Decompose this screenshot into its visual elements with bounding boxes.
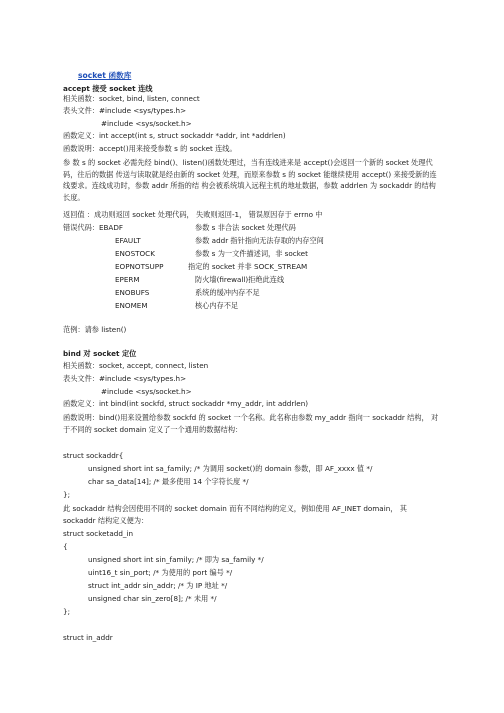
page-title[interactable]: socket 函数库 [78,71,132,80]
code-line: unsigned short int sa_family; /* 为调用 socket()的 domain 参数，即 AF_xxxx 值 */ [88,464,373,473]
bind-description: 函数说明：bind()用来设置给参数 sockfd 的 socket 一个名称。此名称由参数 my_addr 指向一 sockaddr 结构， 对于不同的 socket domain 定义了一个通用的数据结构： [63,413,439,434]
error-code: ENOSTOCK [115,249,155,258]
error-message: 参数 s 为一文件描述词，非 socket [195,249,308,258]
code-line: char sa_data[14]; /* 最多使用 14 个字符长度 */ [88,477,249,486]
accept-header-file-2: #include <sys/socket.h> [101,119,192,128]
code-line: }; [63,607,70,616]
error-code: EPERM [115,275,140,284]
error-code: 错误代码：EBADF [63,223,123,232]
error-code: EFAULT [115,236,141,245]
accept-heading: accept 接受 socket 连线 [63,84,153,93]
error-message: 参数 addr 指针指向无法存取的内存空间 [195,236,324,245]
error-code: EOPNOTSUPP [115,262,164,271]
code-line: }; [63,490,70,499]
code-line: unsigned short int sin_family; /* 即为 sa_family */ [88,555,264,564]
accept-related: 相关函数：socket, bind, listen, connect [63,94,200,103]
accept-definition: 函数定义：int accept(int s, struct sockaddr *addr, int *addrlen) [63,131,286,140]
error-code: ENOMEM [115,301,148,310]
bind-paragraph: 此 sockaddr 结构会因使用不同的 socket domain 而有不同结构的定义，例如使用 AF_INET domain， 其 sockaddr 结构定义便为： [63,504,407,525]
accept-return-value: 返回值 ：成功则返回 socket 处理代码， 失败则返回-1， 错误原因存于 errno 中 [63,210,323,219]
bind-definition: 函数定义：int bind(int sockfd, struct sockaddr *my_addr, int addrlen) [63,399,309,408]
error-message: 参数 s 非合法 socket 处理代码 [195,223,296,232]
code-line: uint16_t sin_port; /* 为使用的 port 编号 */ [88,568,233,577]
accept-header-file: 表头文件：#include <sys/types.h> [63,106,187,115]
bind-header-file-2: #include <sys/socket.h> [101,387,192,396]
code-line: { [63,542,68,551]
error-message: 核心内存不足 [195,301,239,310]
code-line: unsigned char sin_zero[8]; /* 未用 */ [88,594,217,603]
bind-header-file: 表头文件：#include <sys/types.h> [63,374,187,383]
accept-description: 函数说明：accept()用来接受参数 s 的 socket 连线。 [63,144,237,153]
accept-example: 范例：请参 listen() [63,325,127,334]
code-line: struct int_addr sin_addr; /* 为 IP 地址 */ [88,581,228,590]
accept-paragraph: 参 数 s 的 socket 必需先经 bind()、listen()函数处理过，当有连线进来是 accept()会返回一个新的 socket 处理代码，往后的数据 传送与读取就是经由新的 socket 处理，而原来参数 s 的 socket 能继续使用 accept() 来接受新的连线要求。连线成功时，参数 addr 所指的结 构会被系统填入远程主机的地址数据，参数 addrlen 为 sockaddr 的结构长度。 [63,158,437,202]
bind-related: 相关函数：socket, accept, connect, listen [63,361,209,370]
code-line: struct in_addr [63,633,113,642]
error-message: 指定的 socket 并非 SOCK_STREAM [188,262,308,271]
code-line: struct sockaddr{ [63,451,124,460]
error-code: ENOBUFS [115,288,150,297]
code-line: struct socketadd_in [63,529,134,538]
error-message: 系统的缓冲内存不足 [195,288,260,297]
error-message: 防火墙(firewall)拒绝此连线 [195,275,285,284]
bind-heading: bind 对 socket 定位 [63,349,137,358]
